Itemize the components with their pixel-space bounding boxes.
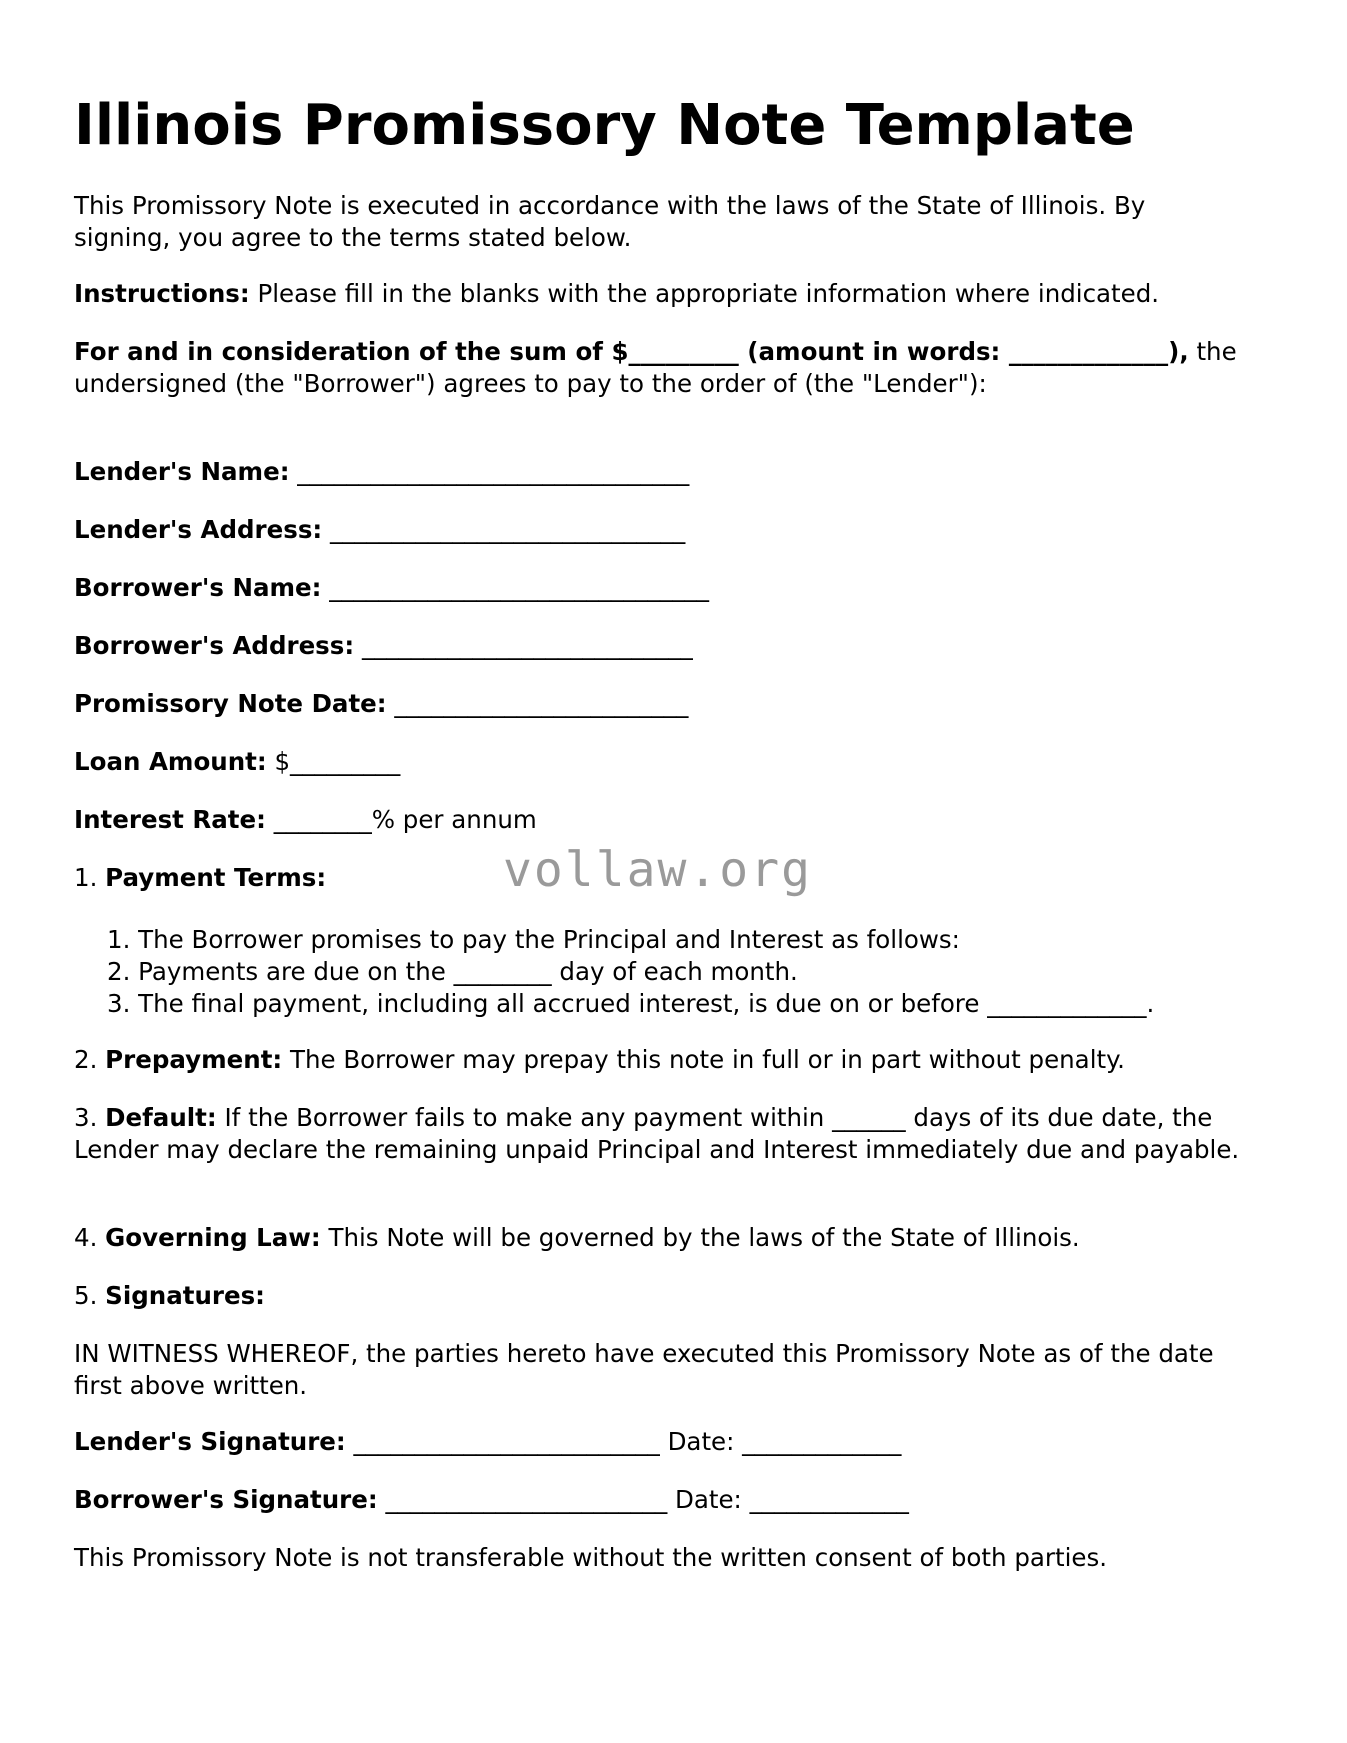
intro-paragraph: This Promissory Note is executed in accordance with the laws of the State of Illinois. By signing, you agree to the terms stated below. <box>74 191 1146 252</box>
page-title: Illinois Promissory Note Template <box>74 93 1135 158</box>
borrower-date-blank[interactable]: Date: _____________ <box>667 1485 909 1514</box>
borrower-address-blank[interactable]: ___________________________ <box>354 631 693 660</box>
default-label: Default: <box>105 1103 217 1132</box>
interest-rate-field <box>74 804 537 836</box>
payment-terms-list <box>107 924 1154 1020</box>
lender-address-field <box>74 514 685 546</box>
payment-terms-number: 1. <box>74 863 106 892</box>
loan-amount-label: Loan Amount: <box>74 747 267 776</box>
consideration-bold: For and in consideration of the sum of $_________ (amount in words: _____________), <box>74 337 1189 366</box>
payment-terms-label: Payment Terms: <box>105 863 327 892</box>
signatures-heading <box>74 1280 265 1312</box>
borrower-address-label: Borrower's Address: <box>74 631 355 660</box>
borrower-signature-label: Borrower's Signature: <box>74 1485 378 1514</box>
payment-terms-heading <box>74 862 326 894</box>
lender-address-blank[interactable]: _____________________________ <box>322 515 686 544</box>
governing-law-number: 4. <box>74 1223 106 1252</box>
borrower-name-field <box>74 572 709 604</box>
note-date-blank[interactable]: ________________________ <box>386 689 689 718</box>
note-date-field <box>74 688 688 720</box>
prepayment-label: Prepayment: <box>105 1045 283 1074</box>
instructions-text: Please fill in the blanks with the appropriate information where indicated. <box>249 279 1160 308</box>
loan-amount-field <box>74 746 400 778</box>
instructions-label: Instructions: <box>74 279 250 308</box>
borrower-name-label: Borrower's Name: <box>74 573 322 602</box>
default-number: 3. <box>74 1103 106 1132</box>
lender-date-blank[interactable]: Date: _____________ <box>659 1427 902 1456</box>
signatures-number: 5. <box>74 1281 106 1310</box>
default-text: If the Borrower fails to make any payment within ______ days of its due date, the Lender may declare the remaining unpaid Principal and Interest immediately due and payable. <box>74 1103 1240 1164</box>
governing-law-text: This Note will be governed by the laws of the State of Illinois. <box>320 1223 1080 1252</box>
consideration-paragraph <box>74 336 1264 400</box>
lender-address-label: Lender's Address: <box>74 515 323 544</box>
default-section <box>74 1102 1264 1166</box>
footer-note: This Promissory Note is not transferable without the written consent of both parties. <box>74 1543 1108 1572</box>
governing-law-label: Governing Law: <box>105 1223 321 1252</box>
borrower-signature-line <box>74 1484 909 1516</box>
lender-signature-label: Lender's Signature: <box>74 1427 346 1456</box>
note-date-label: Promissory Note Date: <box>74 689 387 718</box>
prepayment-text: The Borrower may prepay this note in full or in part without penalty. <box>282 1045 1125 1074</box>
interest-rate-label: Interest Rate: <box>74 805 266 834</box>
list-item: 1. The Borrower promises to pay the Principal and Interest as follows: <box>107 925 960 954</box>
borrower-signature-blank[interactable]: _______________________ <box>377 1485 668 1514</box>
governing-law-section <box>74 1222 1080 1254</box>
signatures-label: Signatures: <box>105 1281 265 1310</box>
lender-name-field <box>74 456 689 488</box>
prepayment-section <box>74 1044 1125 1076</box>
borrower-address-field <box>74 630 693 662</box>
list-item: 3. The final payment, including all accrued interest, is due on or before _____________. <box>107 989 1155 1018</box>
loan-amount-blank[interactable]: $_________ <box>266 747 401 776</box>
prepayment-number: 2. <box>74 1045 106 1074</box>
witness-paragraph: IN WITNESS WHEREOF, the parties hereto have executed this Promissory Note as of the date first above written. <box>74 1339 1214 1400</box>
list-item: 2. Payments are due on the ________ day of each month. <box>107 957 798 986</box>
instructions-paragraph <box>74 278 1159 310</box>
lender-signature-line <box>74 1426 901 1458</box>
lender-name-blank[interactable]: ________________________________ <box>289 457 690 486</box>
borrower-name-blank[interactable]: _______________________________ <box>321 573 709 602</box>
lender-signature-blank[interactable]: _________________________ <box>345 1427 660 1456</box>
lender-name-label: Lender's Name: <box>74 457 290 486</box>
consideration-text: the undersigned (the "Borrower") agrees to pay to the order of (the "Lender"): <box>74 337 1237 398</box>
watermark: vollaw.org <box>503 842 812 898</box>
interest-rate-blank[interactable]: ________% per annum <box>265 805 537 834</box>
